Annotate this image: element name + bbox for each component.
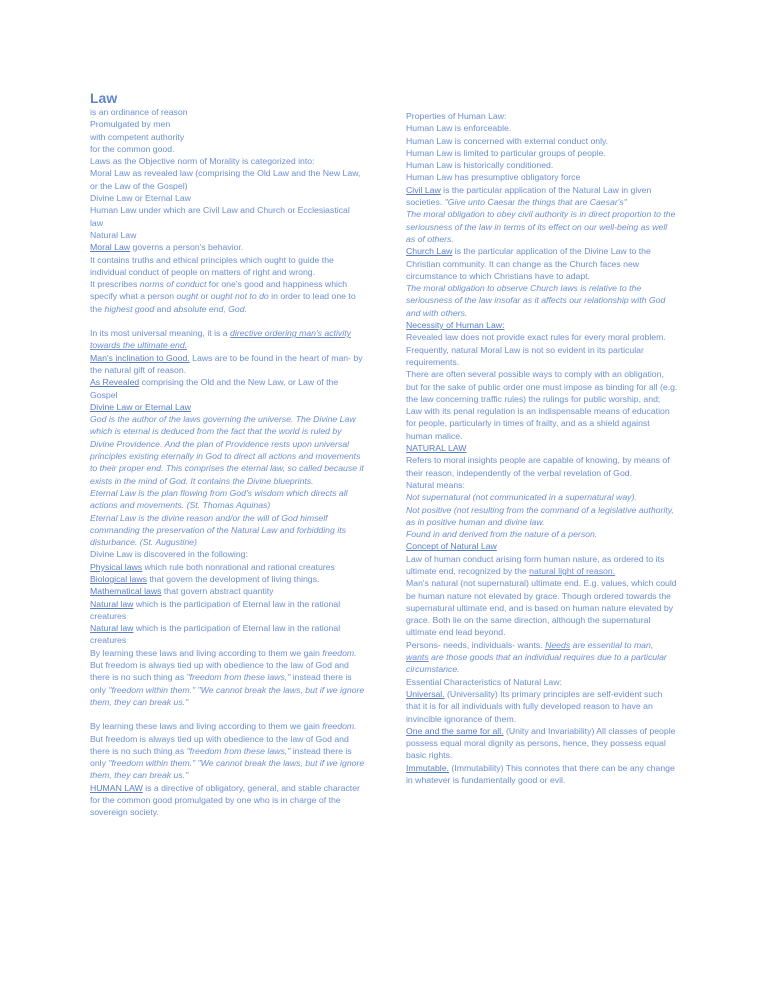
right-paragraph	[406, 639, 678, 676]
right-paragraph	[406, 159, 678, 171]
section-heading: As Revealed	[90, 377, 140, 388]
text-run: wants	[406, 652, 429, 663]
text-run: The moral obligation to observe Church laws is relative to the seriousness of the law insofar as it affects our relationship with God and with others.	[406, 283, 666, 318]
text-run: which is the participation of Eternal law in the rational creatures	[90, 623, 341, 646]
right-paragraph	[406, 331, 678, 343]
right-paragraph	[406, 368, 678, 405]
left-paragraph	[90, 106, 365, 118]
text-run: Law of human conduct arising form human nature, as ordered to its ultimate end, recognized by the	[406, 553, 665, 576]
section-heading: Man's inclination to Good.	[90, 352, 190, 363]
left-paragraph	[90, 548, 365, 560]
left-paragraph	[90, 118, 365, 130]
right-paragraph	[406, 147, 678, 159]
text-run: But freedom is always tied up with obedience to the law of God and there is no such thing as	[90, 660, 349, 683]
text-run: By learning these laws and living according to them we gain	[90, 721, 323, 732]
right-paragraph	[406, 319, 678, 331]
text-run: freedom.	[322, 647, 357, 658]
left-paragraph	[90, 782, 365, 819]
text-run: governs a person's behavior.	[130, 242, 244, 253]
right-paragraph	[406, 442, 678, 454]
left-column	[90, 106, 365, 819]
text-run: Revealed law does not provide exact rules for every moral problem.	[406, 332, 666, 343]
section-heading: Biological laws	[90, 573, 147, 584]
right-paragraph	[406, 528, 678, 540]
left-paragraph	[90, 487, 365, 512]
right-paragraph	[406, 688, 678, 725]
text-run: freedom.	[322, 721, 357, 732]
text-run: Man's natural (not supernatural) ultimate end. E.g. values, which could be human nature not elevated by grace. Though ordered towards the supernatural ultimate end, and is based on human nature elevated by grace. Both lie on the same direction, although the supernatural ultimate end lead beyond.	[406, 578, 677, 638]
left-paragraph	[90, 192, 365, 204]
text-run: Essential Characteristics of Natural Law:	[406, 676, 562, 687]
left-paragraph	[90, 167, 365, 192]
paragraph-gap	[90, 315, 365, 327]
text-run: God is the author of the laws governing the universe. The Divine Law which is eternal is deduced from the fact that the world is ruled by Divine Providence. And the plan of Providence rests upon universal principles existing eternally in God to direct all actions and movements to their proper end. This comprises the eternal law, so called because it exists in the mind of God. It contains the Divine blueprints.	[90, 414, 364, 486]
text-run: Laws are to be found in the heart of man- by the natural gift of reason.	[90, 352, 363, 375]
paragraph-gap	[90, 708, 365, 720]
text-run: Natural Law	[90, 229, 137, 240]
text-run: is a directive of obligatory, general, and stable character for the common good promulgated by one who is in charge of the sovereign society.	[90, 782, 360, 818]
left-paragraph	[90, 327, 365, 352]
text-run: The moral obligation to obey civil authority is in direct proportion to the seriousness of the law in terms of its effect on our well-being as well as of others.	[406, 209, 676, 244]
text-run: "freedom within them." "We cannot break the laws, but if we ignore them, they can break us."	[90, 758, 365, 781]
text-run: It prescribes	[90, 279, 140, 290]
left-paragraph	[90, 241, 365, 253]
left-paragraph	[90, 204, 365, 229]
text-run: natural light of reason.	[529, 565, 616, 576]
right-paragraph	[406, 184, 678, 209]
text-run: Human Law is historically conditioned.	[406, 160, 554, 171]
left-paragraph	[90, 585, 365, 597]
left-paragraph	[90, 376, 365, 401]
text-run: directive ordering man's activity towards the ultimate end.	[90, 328, 351, 351]
text-run: (Unity and Invariability) All classes of people possess equal moral dignity as persons, hence, they possess equal basic rights.	[406, 725, 676, 761]
right-paragraph	[406, 725, 678, 762]
left-paragraph	[90, 573, 365, 585]
right-paragraph	[406, 479, 678, 491]
right-paragraph	[406, 122, 678, 134]
text-run: are those goods that an individual requires due to a particular circumstance.	[406, 652, 667, 675]
section-heading: NATURAL LAW	[406, 443, 467, 454]
text-run: instead there is only	[90, 745, 352, 769]
text-run: Divine Law or Eternal Law	[90, 193, 191, 204]
text-run: In its most universal meaning, it is a	[90, 328, 231, 339]
section-heading: Immutable.	[406, 762, 449, 773]
text-run: Refers to moral insights people are capable of knowing, by means of their reason, independently of the verbal revelation of God.	[406, 455, 670, 478]
text-run: or	[198, 291, 211, 302]
right-paragraph	[406, 344, 678, 369]
text-run: Divine Law is discovered in the following:	[90, 549, 248, 560]
section-heading: Mathematical laws	[90, 586, 162, 597]
right-paragraph	[406, 491, 678, 503]
section-heading: Physical laws	[90, 561, 143, 572]
left-paragraph	[90, 561, 365, 573]
text-run: By learning these laws and living according to them we gain	[90, 647, 323, 658]
section-heading: HUMAN LAW	[90, 782, 143, 793]
text-run: Moral Law as revealed law (comprising the Old Law and the New Law, or the Law of the Gospel)	[90, 168, 361, 191]
left-paragraph	[90, 720, 365, 781]
left-paragraph	[90, 647, 365, 708]
text-run: which is the participation of Eternal law in the rational creatures	[90, 598, 341, 621]
text-run: "freedom within them." "We cannot break the laws, but if we ignore them, they can break us."	[90, 684, 365, 707]
text-run: Human Law under which are Civil Law and Church or Ecclesiastical law	[90, 205, 350, 228]
right-paragraph	[406, 454, 678, 479]
text-run: Promulgated by men	[90, 119, 171, 130]
text-run: ought	[176, 291, 199, 302]
left-paragraph	[90, 143, 365, 155]
section-heading: Civil Law	[406, 184, 441, 195]
text-run: Natural means:	[406, 479, 465, 490]
section-heading: Necessity of Human Law:	[406, 320, 505, 331]
left-paragraph	[90, 413, 365, 487]
text-run: Not positive (not resulting from the command of a legislative authority, as in positive human and divine law.	[406, 504, 674, 527]
text-run: (Immutability) This connotes that there can be any change in whatever is fundamentally good or evil.	[406, 762, 675, 786]
text-run: ought not to do	[210, 291, 269, 302]
left-paragraph	[90, 229, 365, 241]
right-paragraph	[406, 504, 678, 529]
text-run: Law with its penal regulation is an indispensable means of education for people, particularly in times of frailty, and as a shield against human malice.	[406, 406, 670, 441]
section-heading: Moral Law	[90, 242, 131, 253]
text-run: for one's good and happiness which specify what a person	[90, 279, 348, 302]
right-paragraph	[406, 405, 678, 442]
right-paragraph	[406, 110, 678, 122]
text-run: in order to lead one to the	[90, 291, 356, 314]
right-paragraph	[406, 171, 678, 183]
text-run: It contains truths and ethical principles which ought to guide the individual conduct of people on matters of right and wrong.	[90, 254, 334, 277]
right-paragraph	[406, 676, 678, 688]
text-run: Eternal Law is the plan flowing from God's wisdom which directs all actions and movements. (St. Thomas Aquinas)	[90, 487, 348, 511]
text-run: "Give unto Caesar the things that are Caesar's"	[444, 197, 627, 208]
text-run: "freedom from these laws,"	[186, 672, 291, 683]
text-run: Human Law has presumptive obligatory force	[406, 172, 581, 183]
left-paragraph	[90, 512, 365, 549]
text-run: absolute end, God.	[173, 303, 248, 314]
text-run: with competent authority	[90, 131, 185, 142]
section-heading: Church Law	[406, 246, 453, 257]
left-paragraph	[90, 155, 365, 167]
text-run: is an ordinance of reason	[90, 107, 188, 117]
text-run: "freedom from these laws,"	[186, 745, 291, 756]
right-paragraph	[406, 553, 678, 578]
text-run: that govern the development of living things.	[146, 573, 320, 584]
right-column	[406, 110, 678, 786]
text-run: instead there is only	[90, 672, 352, 695]
section-heading: Divine Law or Eternal Law	[90, 401, 191, 412]
section-heading: Universal.	[406, 688, 445, 699]
page-title: Law	[90, 90, 118, 106]
section-heading: Concept of Natural Law	[406, 541, 497, 552]
left-paragraph	[90, 598, 365, 623]
text-run: But freedom is always tied up with obedience to the law of God and there is no such thing as	[90, 733, 349, 756]
text-run: which rule both nonrational and rational creatures	[142, 561, 335, 572]
text-run: Human Law is enforceable.	[406, 123, 512, 134]
text-run: Laws as the Objective norm of Morality is categorized into:	[90, 156, 315, 167]
left-paragraph	[90, 622, 365, 647]
left-paragraph	[90, 131, 365, 143]
text-run: that govern abstract quantity	[161, 586, 274, 597]
text-run: Human Law is concerned with external conduct only.	[406, 135, 609, 146]
left-paragraph	[90, 352, 365, 377]
text-run: norms of conduct	[139, 279, 207, 290]
text-run: Properties of Human Law:	[406, 111, 507, 121]
text-run: Not supernatural (not communicated in a supernatural way).	[406, 492, 637, 503]
text-run: Human Law is limited to particular groups of people.	[406, 147, 606, 158]
right-paragraph	[406, 245, 678, 282]
text-run: Persons- needs, individuals- wants.	[406, 639, 546, 650]
text-run: highest good	[104, 303, 155, 314]
text-run: and	[154, 303, 174, 314]
text-run: (Universality) Its primary principles are self-evident such that it is for all individuals with fully developed reason to have an invincible ignorance of them.	[406, 688, 663, 724]
right-paragraph	[406, 762, 678, 787]
right-paragraph	[406, 540, 678, 552]
text-run: for the common good.	[90, 143, 175, 154]
section-heading: Natural law	[90, 598, 134, 609]
text-run: Found in and derived from the nature of a person.	[406, 529, 598, 540]
left-paragraph	[90, 401, 365, 413]
text-run: Needs	[545, 639, 571, 650]
text-run: are essential to man,	[570, 639, 654, 650]
left-paragraph	[90, 278, 365, 315]
section-heading: Natural law	[90, 623, 134, 634]
right-paragraph	[406, 135, 678, 147]
text-run: is the particular application of the Divine Law to the Christian community. It can change as the Church faces new circumstance to which Christians have to adapt.	[406, 246, 651, 281]
text-run: Eternal Law is the divine reason and/or the will of God himself commanding the preservation of the Natural Law and forbidding its disturbance. (St. Augustine)	[90, 512, 346, 548]
text-run: comprising the Old and the New Law, or Law of the Gospel	[90, 377, 339, 400]
right-paragraph	[406, 577, 678, 638]
section-heading: One and the same for all.	[406, 725, 504, 736]
text-run: is the particular application of the Natural Law in given societies.	[406, 184, 652, 208]
right-paragraph	[406, 282, 678, 319]
text-run: Frequently, natural Moral Law is not so evident in its particular requirements.	[406, 344, 644, 367]
right-paragraph	[406, 208, 678, 245]
left-paragraph	[90, 254, 365, 279]
text-run: There are often several possible ways to comply with an obligation, but for the sake of public order one must impose as binding for all (e.g. the law concerning traffic rules) the rulings for public worship, and;	[406, 369, 678, 404]
